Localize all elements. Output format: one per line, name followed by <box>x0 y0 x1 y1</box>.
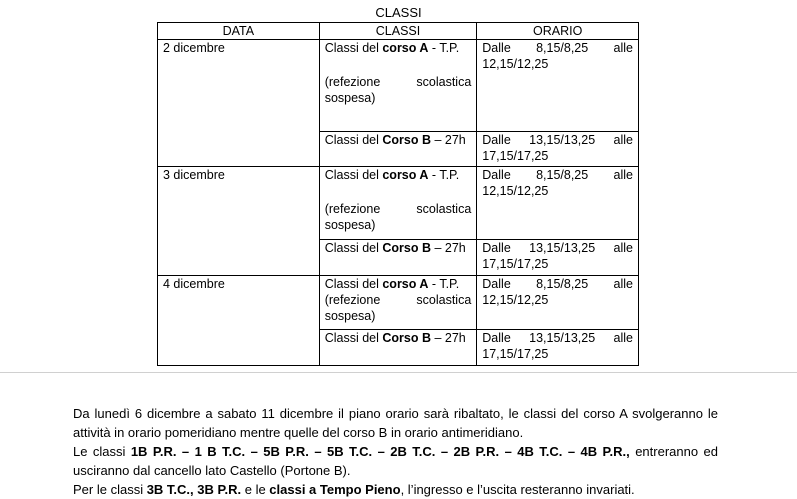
orario-a-cell <box>477 167 639 240</box>
section-divider <box>0 372 797 373</box>
header-classi: CLASSI <box>319 23 477 40</box>
classi-b-suffix: – 27h <box>430 133 466 147</box>
classi-a-prefix: Classi del <box>324 41 383 55</box>
classi-a-bold: corso A <box>382 168 429 182</box>
orario-b-cell <box>477 330 639 366</box>
classi-a-bold: corso A <box>382 41 429 55</box>
notice-3-post: , l’ingresso e l’uscita resteranno invariati. <box>400 482 635 497</box>
classi-b-prefix: Classi del <box>324 241 383 255</box>
refezione-note: (refezione scolastica sospesa) <box>324 75 472 105</box>
refezione-note: (refezione scolastica sospesa) <box>324 202 472 232</box>
classi-a-suffix: - T.P. <box>428 168 460 182</box>
date-cell: 3 dicembre <box>158 167 320 276</box>
orario-a-text: Dalle 8,15/8,25 alle 12,15/12,25 <box>482 277 633 307</box>
classi-a-suffix: - T.P. <box>428 41 460 55</box>
classi-b-cell <box>319 330 477 366</box>
notice-line-1: Da lunedì 6 dicembre a sabato 11 dicembre il piano orario sarà ribaltato, le classi del corso A svolgeranno le attività in orario pomeridiano mentre quelle del corso B in orario antimeridiano. <box>73 406 718 440</box>
notice-3-mid: e le <box>241 482 270 497</box>
notice-3-classes: 3B T.C., 3B P.R. <box>146 482 242 497</box>
notice-2-post: entreranno ed usciranno dal cancello lato Castello (Portone B). <box>73 444 718 478</box>
header-data: DATA <box>158 23 320 40</box>
classi-a-cell <box>319 276 477 330</box>
classi-a-cell <box>319 40 477 132</box>
classi-b-bold: Corso B <box>382 241 431 255</box>
table-row <box>158 40 639 132</box>
notice-paragraph <box>73 404 718 499</box>
notice-3-tempo-pieno: classi a Tempo Pieno <box>269 482 401 497</box>
orario-a-cell <box>477 40 639 132</box>
notice-line-3 <box>73 480 718 499</box>
orario-b-text: Dalle 13,15/13,25 alle 17,15/17,25 <box>482 133 633 163</box>
orario-b-text: Dalle 13,15/13,25 alle 17,15/17,25 <box>482 331 633 361</box>
table-row <box>158 167 639 240</box>
date-cell: 2 dicembre <box>158 40 320 167</box>
orario-b-cell <box>477 240 639 276</box>
notice-line-2 <box>73 442 718 480</box>
classi-b-suffix: – 27h <box>430 241 466 255</box>
classi-a-prefix: Classi del <box>324 277 383 291</box>
classi-a-suffix: - T.P. <box>428 277 460 291</box>
classi-b-cell <box>319 240 477 276</box>
notice-2-classes: 1B P.R. – 1 B T.C. – 5B P.R. – 5B T.C. – 2B T.C. – 2B P.R. – 4B T.C. – 4B P.R., <box>130 444 630 459</box>
table-title: CLASSI <box>375 5 422 20</box>
classi-a-prefix: Classi del <box>324 168 383 182</box>
header-orario: ORARIO <box>477 23 639 40</box>
classi-a-cell <box>319 167 477 240</box>
orario-a-cell <box>477 276 639 330</box>
classi-b-suffix: – 27h <box>430 331 466 345</box>
orario-a-text: Dalle 8,15/8,25 alle 12,15/12,25 <box>482 41 633 71</box>
orario-b-text: Dalle 13,15/13,25 alle 17,15/17,25 <box>482 241 633 271</box>
refezione-note: (refezione scolastica sospesa) <box>324 293 472 323</box>
table-row <box>158 276 639 330</box>
date-cell: 4 dicembre <box>158 276 320 366</box>
classi-b-bold: Corso B <box>382 133 431 147</box>
classi-b-cell <box>319 132 477 167</box>
notice-3-pre: Per le classi <box>73 482 147 497</box>
table-header-row <box>158 23 639 40</box>
notice-2-pre: Le classi <box>73 444 131 459</box>
classi-a-bold: corso A <box>382 277 429 291</box>
classi-b-bold: Corso B <box>382 331 431 345</box>
orario-b-cell <box>477 132 639 167</box>
classi-b-prefix: Classi del <box>324 133 383 147</box>
classi-b-prefix: Classi del <box>324 331 383 345</box>
schedule-table <box>157 22 639 366</box>
orario-a-text: Dalle 8,15/8,25 alle 12,15/12,25 <box>482 168 633 198</box>
